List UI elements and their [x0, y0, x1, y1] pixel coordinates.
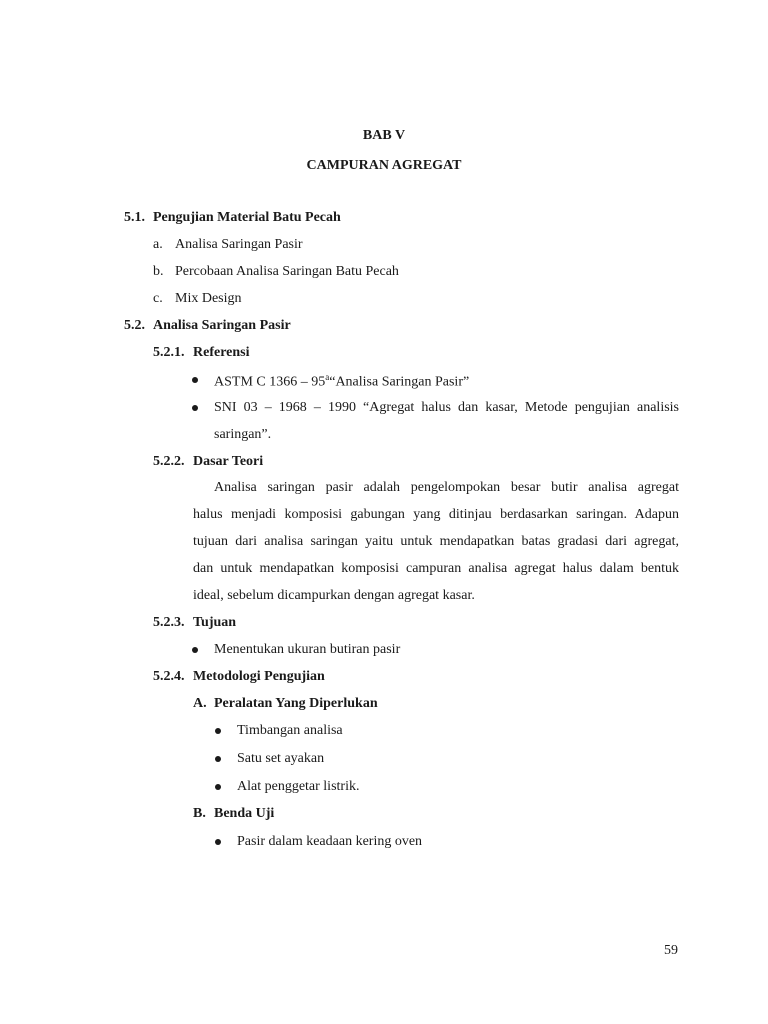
bullet-icon [192, 405, 198, 411]
bullet-icon [215, 784, 221, 790]
reference-astm-code: ASTM C 1366 – 95 [214, 374, 326, 390]
equipment-item: Satu set ayakan [237, 751, 325, 766]
bullet-icon [192, 647, 198, 653]
paragraph-line-3: tujuan dari analisa saringan yaitu untuk mendapatkan batas gradasi dari agregat, [193, 534, 679, 549]
list-marker-a: a. [153, 237, 163, 252]
reference-astm-superscript: a [325, 372, 330, 382]
section-5-2-1-number: 5.2.1. [153, 345, 185, 360]
paragraph-line-2: halus menjadi komposisi gabungan yang ditinjau berdasarkan saringan. Adapun [193, 507, 679, 522]
equipment-item: Alat penggetar listrik. [237, 779, 360, 794]
section-5-2-3-number: 5.2.3. [153, 615, 185, 630]
section-5-2-1-heading: Referensi [193, 345, 250, 360]
list-item-analisa-saringan-pasir: Analisa Saringan Pasir [175, 237, 303, 252]
reference-astm-title: “Analisa Saringan Pasir” [329, 374, 470, 390]
page-number: 59 [664, 943, 678, 958]
section-5-2-3-heading: Tujuan [193, 615, 237, 630]
subsection-b-heading: Benda Uji [214, 806, 275, 821]
section-5-2-heading: Analisa Saringan Pasir [153, 318, 291, 333]
bullet-icon [215, 728, 221, 734]
chapter-label: BAB V [362, 128, 406, 143]
bullet-icon [215, 839, 221, 845]
sample-item: Pasir dalam keadaan kering oven [237, 834, 423, 849]
reference-astm [214, 373, 469, 390]
reference-sni-line-2: saringan”. [214, 427, 272, 442]
section-5-2-2-number: 5.2.2. [153, 454, 185, 469]
section-5-2-4-number: 5.2.4. [153, 669, 185, 684]
list-marker-b: b. [153, 264, 164, 279]
section-5-2-number: 5.2. [124, 318, 145, 333]
subsection-b-marker: B. [193, 806, 206, 821]
list-item-mix-design: Mix Design [175, 291, 242, 306]
section-5-1-heading: Pengujian Material Batu Pecah [153, 210, 341, 225]
paragraph-line-4: dan untuk mendapatkan komposisi campuran analisa agregat halus dalam bentuk [193, 561, 679, 576]
bullet-icon [192, 377, 198, 383]
bullet-icon [215, 756, 221, 762]
paragraph-line-5: ideal, sebelum dicampurkan dengan agregat kasar. [193, 588, 475, 603]
section-5-2-2-heading: Dasar Teori [193, 454, 264, 469]
list-marker-c: c. [153, 291, 163, 306]
section-5-2-4-heading: Metodologi Pengujian [193, 669, 325, 684]
reference-sni-line-1: SNI 03 – 1968 – 1990 “Agregat halus dan kasar, Metode pengujian analisis [214, 400, 679, 415]
tujuan-item: Menentukan ukuran butiran pasir [214, 642, 401, 657]
subsection-a-marker: A. [193, 696, 207, 711]
subsection-a-heading: Peralatan Yang Diperlukan [214, 696, 378, 711]
chapter-title: CAMPURAN AGREGAT [306, 158, 462, 173]
section-5-1-number: 5.1. [124, 210, 145, 225]
paragraph-line-1: Analisa saringan pasir adalah pengelompokan besar butir analisa agregat [214, 480, 679, 495]
list-item-percobaan-batu-pecah: Percobaan Analisa Saringan Batu Pecah [175, 264, 399, 279]
equipment-item: Timbangan analisa [237, 723, 343, 738]
